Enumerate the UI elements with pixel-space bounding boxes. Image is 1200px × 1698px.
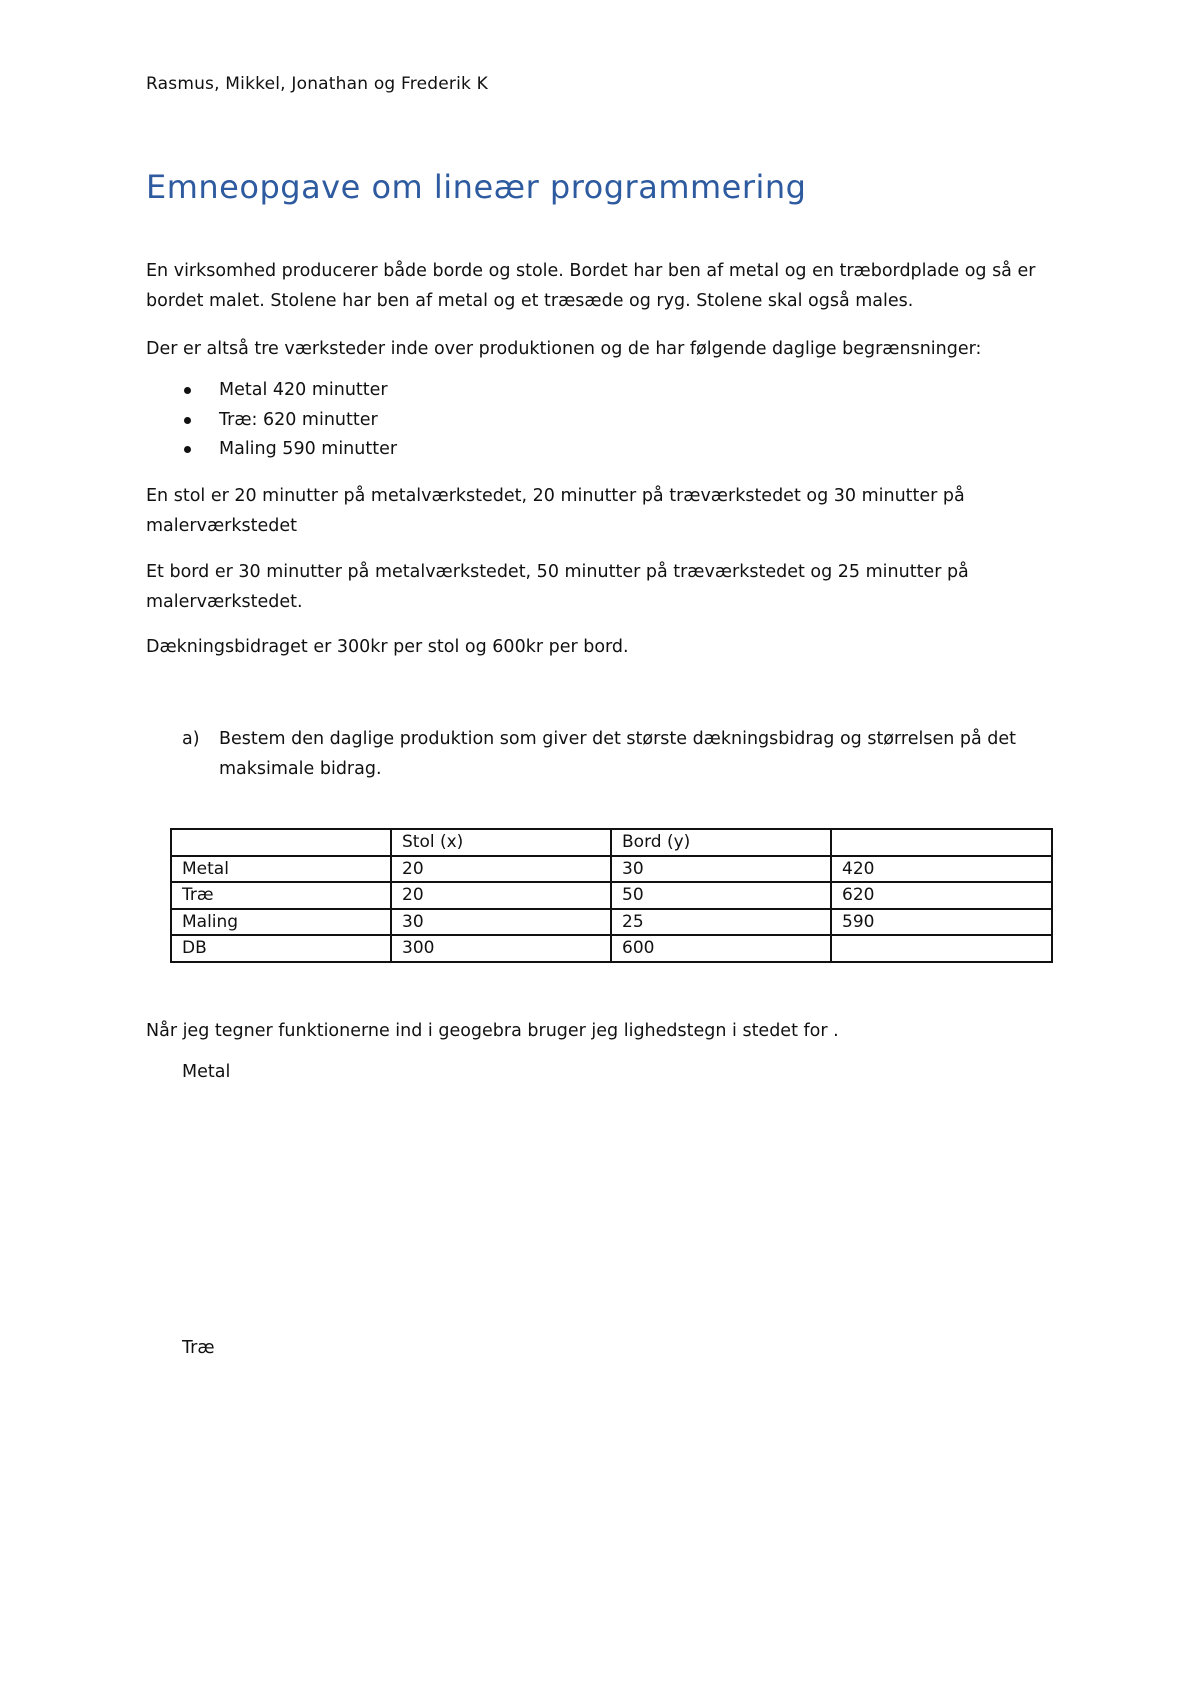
list-item	[146, 376, 397, 406]
list-item-text: Metal 420 minutter	[219, 380, 388, 400]
table-cell: 30	[391, 909, 611, 936]
table-header-row	[171, 829, 1052, 856]
table-cell: 590	[831, 909, 1052, 936]
table-cell: Metal	[171, 856, 391, 883]
table-row	[171, 856, 1052, 883]
table-cell: 600	[611, 935, 831, 962]
section-label-metal: Metal	[182, 1062, 231, 1082]
question-text: Bestem den daglige produktion som giver det største dækningsbidrag og størrelsen på det maksimale bidrag.	[219, 729, 1017, 779]
section-label-trae: Træ	[182, 1338, 215, 1358]
table-cell	[831, 829, 1052, 856]
intro-paragraph: En virksomhed producerer både borde og stole. Bordet har ben af metal og en træbordplade og så er bordet malet. Stolene har ben af metal og et træsæde og ryg. Stolene skal også males.	[146, 261, 1036, 311]
table-cell: Træ	[171, 882, 391, 909]
list-item-text: Træ: 620 minutter	[219, 409, 378, 430]
table-cell: 420	[831, 856, 1052, 883]
question-label: a)	[182, 729, 200, 749]
workshops-paragraph: Der er altså tre værksteder inde over produktionen og de har følgende daglige begrænsninger:	[146, 339, 982, 359]
list-item	[146, 406, 397, 436]
table-cell: Stol (x)	[391, 829, 611, 856]
table-cell: 50	[611, 882, 831, 909]
list-item	[146, 435, 397, 465]
table-cell: DB	[171, 935, 391, 962]
table-cell: 20	[391, 882, 611, 909]
list-item-text: Maling 590 minutter	[219, 439, 398, 459]
table-cell: Maling	[171, 909, 391, 936]
table-cell: 25	[611, 909, 831, 936]
table-row	[171, 882, 1052, 909]
table-cell	[171, 829, 391, 856]
table-cell: 620	[831, 882, 1052, 909]
table-cell: 300	[391, 935, 611, 962]
author-header: Rasmus, Mikkel, Jonathan og Frederik K	[146, 74, 488, 94]
constraints-list	[146, 376, 397, 465]
constraints-table	[170, 828, 1053, 963]
table-cell: 20	[391, 856, 611, 883]
table-cell	[831, 935, 1052, 962]
bullet-icon	[184, 417, 191, 424]
table-cell: Bord (y)	[611, 829, 831, 856]
table-row	[171, 935, 1052, 962]
table-row	[171, 909, 1052, 936]
document-title: Emneopgave om lineær programmering	[146, 168, 807, 206]
geogebra-paragraph: Når jeg tegner funktionerne ind i geogebra bruger jeg lighedstegn i stedet for .	[146, 1021, 839, 1041]
contribution-paragraph: Dækningsbidraget er 300kr per stol og 600kr per bord.	[146, 637, 629, 657]
bullet-icon	[184, 387, 191, 394]
chair-paragraph: En stol er 20 minutter på metalværkstedet, 20 minutter på træværkstedet og 30 minutter på malerværkstedet	[146, 486, 965, 536]
table-cell: 30	[611, 856, 831, 883]
bullet-icon	[184, 446, 191, 453]
table-paragraph: Et bord er 30 minutter på metalværkstedet, 50 minutter på træværkstedet og 25 minutter på malerværkstedet.	[146, 562, 969, 612]
